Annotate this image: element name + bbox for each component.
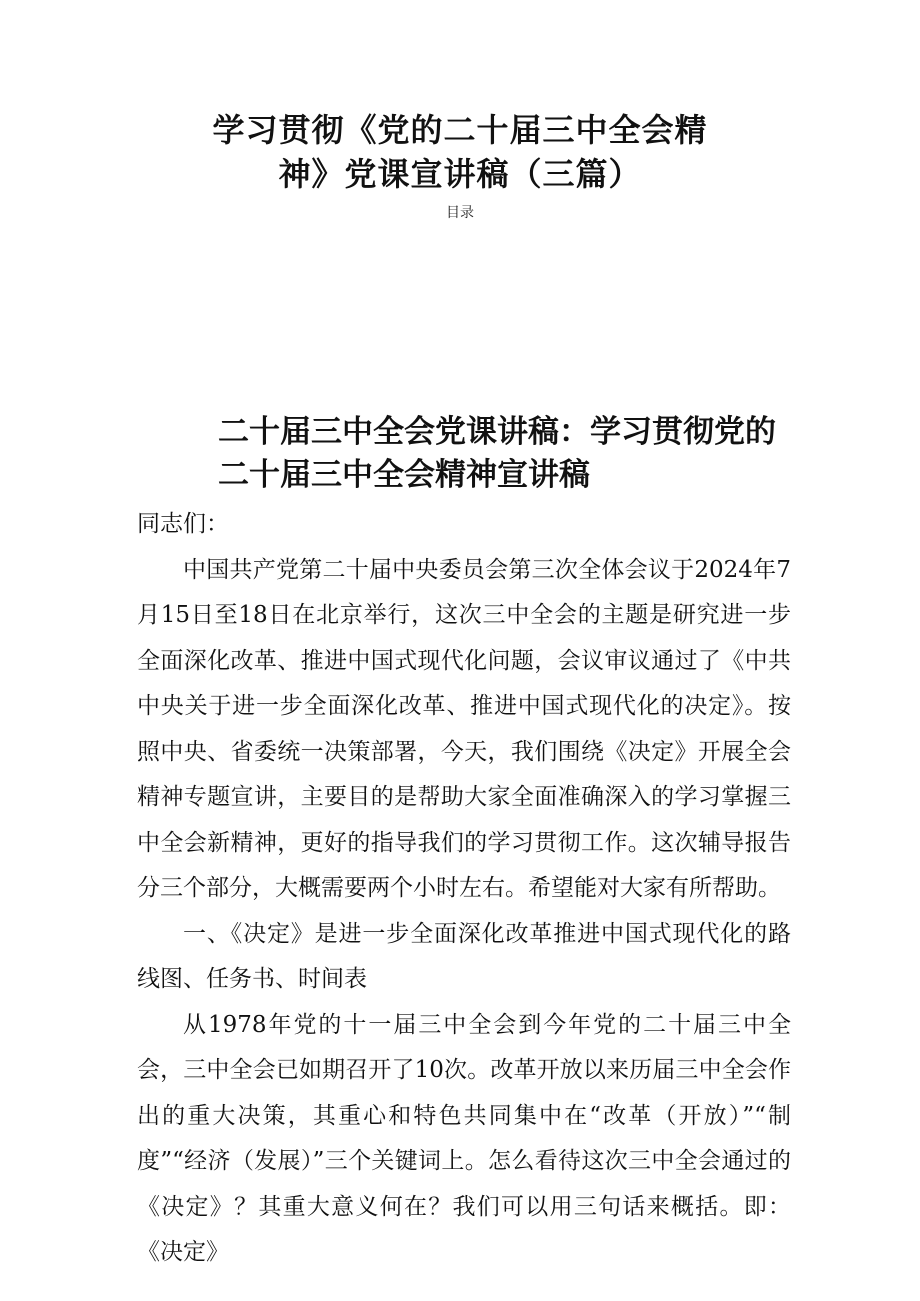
document-title-line-1: 学习贯彻《党的二十届三中全会精	[212, 111, 708, 149]
paragraph-heading-one: 一、《决定》是进一步全面深化改革推进中国式现代化的路线图、任务书、时间表	[137, 920, 791, 992]
toc-label: 目录	[446, 205, 474, 221]
section-title-line-1: 二十届三中全会党课讲稿：学习贯彻党的	[218, 414, 776, 450]
document-title-line-2: 神》党课宣讲稿（三篇）	[278, 155, 642, 193]
salutation: 同志们：	[137, 511, 229, 537]
paragraph-history: 从1978年党的十一届三中全会到今年党的二十届三中全会，三中全会已如期召开了10次。改革开放以来历届三中全会作出的重大决策，其重心和特色共同集中在“改革（开放）”“制度”“经济（发展）”三个关键词上。怎么看待这次三中全会通过的《决定》？其重大意义何在？我们可以用三句话来概括。即：《决定》	[137, 1011, 791, 1265]
section-title-line-2: 二十届三中全会精神宣讲稿	[218, 457, 590, 493]
paragraph-intro: 中国共产党第二十届中央委员会第三次全体会议于2024年7月15日至18日在北京举行，这次三中全会的主题是研究进一步全面深化改革、推进中国式现代化问题，会议审议通过了《中共中央关于进一步全面深化改革、推进中国式现代化的决定》。按照中央、省委统一决策部署，今天，我们围绕《决定》开展全会精神专题宣讲，主要目的是帮助大家全面准确深入的学习掌握三中全会新精神，更好的指导我们的学习贯彻工作。这次辅导报告分三个部分，大概需要两个小时左右。希望能对大家有所帮助。	[137, 556, 791, 901]
body-text	[137, 502, 791, 1276]
